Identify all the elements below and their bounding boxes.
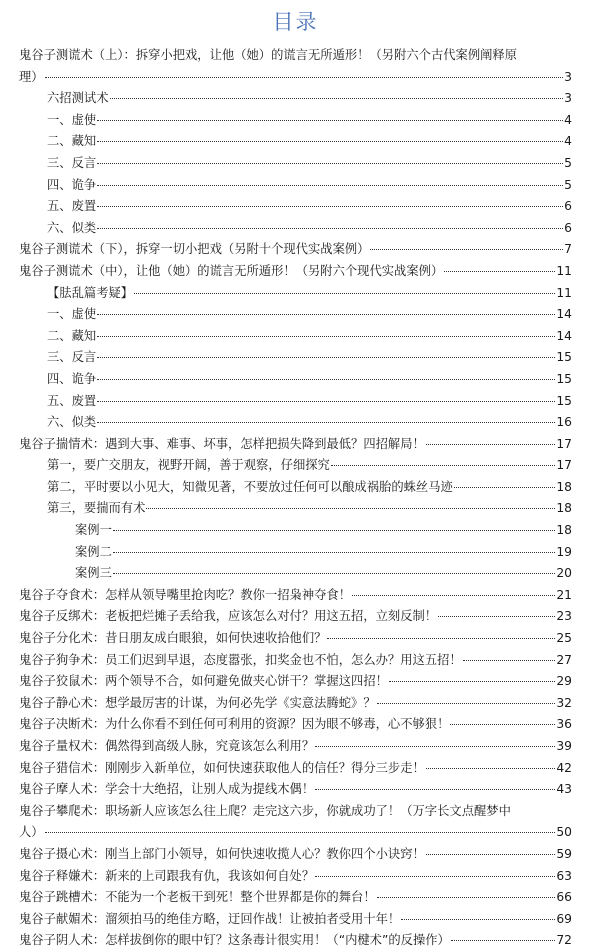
toc-entry[interactable] <box>0 304 591 326</box>
toc-entry-page: 69 <box>556 911 572 926</box>
dot-leader <box>97 336 555 337</box>
toc-entry-page: 66 <box>556 890 572 905</box>
toc-entry-title: 五、废置 <box>47 393 97 408</box>
toc-entry-page: 11 <box>556 263 572 278</box>
toc-title: 目录 <box>272 10 319 34</box>
toc-entry-title: 鬼谷子测谎术（上）：拆穿小把戏，让他（她）的谎言无所遁形！（另附六个古代案例阐释原 <box>19 48 518 62</box>
toc-entry[interactable] <box>0 455 591 477</box>
dot-leader <box>113 573 555 574</box>
toc-entry-page: 50 <box>556 825 572 840</box>
toc-entry[interactable] <box>0 693 591 715</box>
toc-entry-page: 25 <box>556 631 572 646</box>
dot-leader <box>97 185 563 186</box>
dot-leader <box>134 293 555 294</box>
toc-entry-page: 5 <box>564 155 572 170</box>
toc-entry-title: 鬼谷子释嫌术：新来的上司跟我有仇，我该如何自处？ <box>19 868 315 883</box>
toc-entry-page: 18 <box>556 501 572 516</box>
toc-entry-page: 39 <box>556 739 572 753</box>
dot-leader <box>463 660 556 661</box>
toc-entry-page: 14 <box>556 328 572 343</box>
toc-entry[interactable] <box>0 88 591 110</box>
toc-entry[interactable] <box>0 930 591 952</box>
toc-entry-title: 六、似类 <box>47 415 97 430</box>
toc-entry-title: 鬼谷子摩人术：学会十大绝招，让别人成为提线木偶！ <box>19 782 315 797</box>
dot-leader <box>113 552 555 553</box>
toc-entry[interactable] <box>0 606 591 628</box>
toc-entry-title: 二、藏知 <box>47 328 97 343</box>
toc-entry[interactable] <box>0 542 591 564</box>
dot-leader <box>327 638 555 639</box>
dot-leader <box>454 487 556 488</box>
dot-leader <box>146 508 555 509</box>
toc-entry-title: 鬼谷子揣情术：遇到大事、难事、坏事，怎样把损失降到最低？四招解局！ <box>19 436 425 451</box>
toc-entry-page: 6 <box>564 199 572 214</box>
dot-leader <box>97 379 555 380</box>
toc-entry-title: 鬼谷子量权术：偶然得到高级人脉，究竟该怎么利用？ <box>19 739 315 753</box>
toc-entry-title: 鬼谷子跳槽术：不能为一个老板干到死！整个世界都是你的舞台！ <box>19 890 376 905</box>
toc-entry-page: 18 <box>556 523 572 538</box>
toc-entry[interactable] <box>0 520 591 542</box>
toc-entry-title: 六、似类 <box>47 220 97 235</box>
toc-entry-page: 3 <box>564 69 572 84</box>
dot-leader <box>113 530 555 531</box>
toc-entry[interactable] <box>0 801 591 844</box>
toc-entry-title: 案例一 <box>75 523 112 538</box>
toc-entry-title: 鬼谷子摄心术：刚当上部门小领导，如何快速收揽人心？教你四个小诀窍！ <box>19 846 425 861</box>
toc-entry-page: 17 <box>556 436 572 451</box>
toc-entry-page: 21 <box>556 587 572 602</box>
table-of-contents <box>0 45 591 952</box>
toc-entry-title: 四、诡争 <box>47 371 97 386</box>
toc-entry[interactable] <box>0 326 591 348</box>
toc-entry-title: 一、虚使 <box>47 307 97 322</box>
toc-entry-page: 5 <box>564 177 572 192</box>
toc-entry-title: 鬼谷子夺食术：怎样从领导嘴里抢肉吃？教你一招枭神夺食！ <box>19 587 352 602</box>
dot-leader <box>426 854 556 855</box>
toc-entry[interactable] <box>0 909 591 931</box>
dot-leader <box>450 724 555 725</box>
dot-leader <box>331 465 556 466</box>
dot-leader <box>438 616 555 617</box>
dot-leader <box>377 703 556 704</box>
dot-leader <box>97 357 555 358</box>
toc-entry-page: 29 <box>556 674 572 689</box>
toc-entry-page: 18 <box>556 479 572 494</box>
toc-entry-title: 鬼谷子反绑术：老板把烂摊子丢给我，应该怎么对付？用这五招，立刻反制！ <box>19 609 438 624</box>
toc-entry-page: 19 <box>556 544 572 559</box>
dot-leader <box>444 271 555 272</box>
dot-leader <box>97 422 555 423</box>
toc-entry[interactable] <box>0 779 591 801</box>
toc-entry-page: 42 <box>556 760 572 775</box>
dot-leader <box>352 595 555 596</box>
dot-leader <box>97 120 563 121</box>
toc-entry[interactable] <box>0 239 591 261</box>
toc-entry[interactable] <box>0 714 591 736</box>
toc-entry[interactable] <box>0 585 591 607</box>
toc-entry-page: 36 <box>556 717 572 732</box>
toc-entry[interactable] <box>0 261 591 283</box>
toc-entry-page: 17 <box>556 458 572 473</box>
toc-entry[interactable] <box>0 218 591 240</box>
toc-entry-title: 第一，要广交朋友，视野开阔，善于观察，仔细探究 <box>47 458 330 473</box>
toc-entry-title: 五、废置 <box>47 199 97 214</box>
toc-entry-page: 14 <box>556 307 572 322</box>
toc-entry-title: 鬼谷子攀爬术：职场新人应该怎么往上爬？走完这六步，你就成功了！（万字长文点醒梦中 <box>19 803 511 818</box>
toc-entry[interactable] <box>0 563 591 585</box>
toc-entry[interactable] <box>0 45 591 88</box>
toc-entry-title: 鬼谷子献媚术：溜须拍马的绝佳方略，迂回作战！让被拍者受用十年！ <box>19 911 401 926</box>
toc-entry[interactable] <box>0 671 591 693</box>
toc-entry[interactable] <box>0 347 591 369</box>
dot-leader <box>315 789 555 790</box>
toc-entry[interactable] <box>0 434 591 456</box>
toc-entry-title: 鬼谷子狗争术：员工们迟到早退，态度嚣张，扣奖金也不怕，怎么办？用这五招！ <box>19 652 462 667</box>
toc-entry-title: 第三，要揣而有术 <box>47 501 146 516</box>
dot-leader <box>97 228 563 229</box>
toc-entry[interactable] <box>0 650 591 672</box>
dot-leader <box>97 401 555 402</box>
dot-leader <box>370 249 563 250</box>
dot-leader <box>97 141 563 142</box>
toc-entry-title: 案例二 <box>75 544 112 559</box>
toc-entry[interactable] <box>0 887 591 909</box>
dot-leader <box>97 163 563 164</box>
toc-entry-title: 【胠乱篇考疑】 <box>47 285 134 300</box>
toc-entry[interactable] <box>0 196 591 218</box>
toc-entry-title: 三、反言 <box>47 155 97 170</box>
toc-entry-page: 7 <box>564 242 572 257</box>
toc-entry-title: 四、诡争 <box>47 177 97 192</box>
toc-entry-title: 三、反言 <box>47 350 97 365</box>
toc-entry[interactable] <box>0 369 591 391</box>
toc-entry-page: 32 <box>556 695 572 710</box>
toc-entry[interactable] <box>0 110 591 132</box>
dot-leader <box>401 919 555 920</box>
toc-entry-page: 72 <box>556 933 572 948</box>
toc-entry[interactable] <box>0 283 591 305</box>
toc-entry-page: 4 <box>564 134 572 149</box>
toc-entry-page: 16 <box>556 415 572 430</box>
dot-leader <box>45 77 564 78</box>
toc-entry-title: 鬼谷子阴人术：怎样拔倒你的眼中钉？这条毒计很实用！（“内楗术”的反操作） <box>19 933 450 948</box>
toc-entry-page: 15 <box>556 371 572 386</box>
toc-entry-page: 15 <box>556 393 572 408</box>
toc-entry-title: 鬼谷子分化术：昔日朋友成白眼狼，如何快速收拾他们？ <box>19 631 327 646</box>
toc-entry-page: 20 <box>556 566 572 581</box>
toc-entry[interactable] <box>0 477 591 499</box>
toc-entry-page: 11 <box>556 285 572 300</box>
toc-entry-title: 六招测试术 <box>47 91 109 106</box>
dot-leader <box>315 746 555 747</box>
toc-entry-title: 第二，平时要以小见大，知微见著，不要放过任何可以酿成祸胎的蛛丝马迹 <box>47 479 453 494</box>
dot-leader <box>97 206 563 207</box>
toc-entry-page: 43 <box>556 782 572 797</box>
toc-entry[interactable] <box>0 498 591 520</box>
toc-entry-title: 鬼谷子狡鼠术：两个领导不合，如何避免做夹心饼干？掌握这四招！ <box>19 674 388 689</box>
dot-leader <box>97 314 555 315</box>
toc-entry-title: 二、藏知 <box>47 134 97 149</box>
toc-entry-title: 鬼谷子测谎术（中），让他（她）的谎言无所遁形！（另附六个现代实战案例） <box>19 263 444 278</box>
toc-entry-page: 27 <box>556 652 572 667</box>
dot-leader <box>451 940 556 941</box>
toc-entry-title-continued: 人） <box>19 825 44 840</box>
toc-entry-page: 59 <box>556 846 572 861</box>
toc-entry[interactable] <box>0 412 591 434</box>
toc-entry[interactable] <box>0 866 591 888</box>
toc-entry-page: 63 <box>556 868 572 883</box>
toc-entry-title: 一、虚使 <box>47 112 97 127</box>
toc-entry[interactable] <box>0 175 591 197</box>
toc-entry-page: 15 <box>556 350 572 365</box>
toc-entry[interactable] <box>0 131 591 153</box>
toc-entry-title: 案例三 <box>75 566 112 581</box>
dot-leader <box>315 876 555 877</box>
toc-entry-page: 23 <box>556 609 572 624</box>
dot-leader <box>45 832 556 833</box>
dot-leader <box>389 681 555 682</box>
toc-entry-page: 3 <box>564 91 572 106</box>
toc-entry[interactable] <box>0 391 591 413</box>
dot-leader <box>426 444 556 445</box>
toc-entry-title: 鬼谷子测谎术（下），拆穿一切小把戏（另附十个现代实战案例） <box>19 242 370 257</box>
toc-entry-page: 6 <box>564 220 572 235</box>
toc-entry[interactable] <box>0 736 591 758</box>
toc-entry[interactable] <box>0 844 591 866</box>
toc-entry-title-continued: 理） <box>19 69 44 84</box>
toc-entry-page: 4 <box>564 112 572 127</box>
dot-leader <box>377 897 556 898</box>
toc-entry-title: 鬼谷子猎信术：刚刚步入新单位，如何快速获取他人的信任？得分三步走！ <box>19 760 425 775</box>
dot-leader <box>110 98 564 99</box>
toc-entry-title: 鬼谷子静心术：想学最厉害的计谋，为何必先学《实意法腾蛇》？ <box>19 695 376 710</box>
toc-entry-title: 鬼谷子决断术：为什么你看不到任何可利用的资源？因为眼不够毒，心不够狠！ <box>19 717 450 732</box>
dot-leader <box>426 768 556 769</box>
toc-entry[interactable] <box>0 153 591 175</box>
toc-entry[interactable] <box>0 628 591 650</box>
toc-entry[interactable] <box>0 758 591 780</box>
